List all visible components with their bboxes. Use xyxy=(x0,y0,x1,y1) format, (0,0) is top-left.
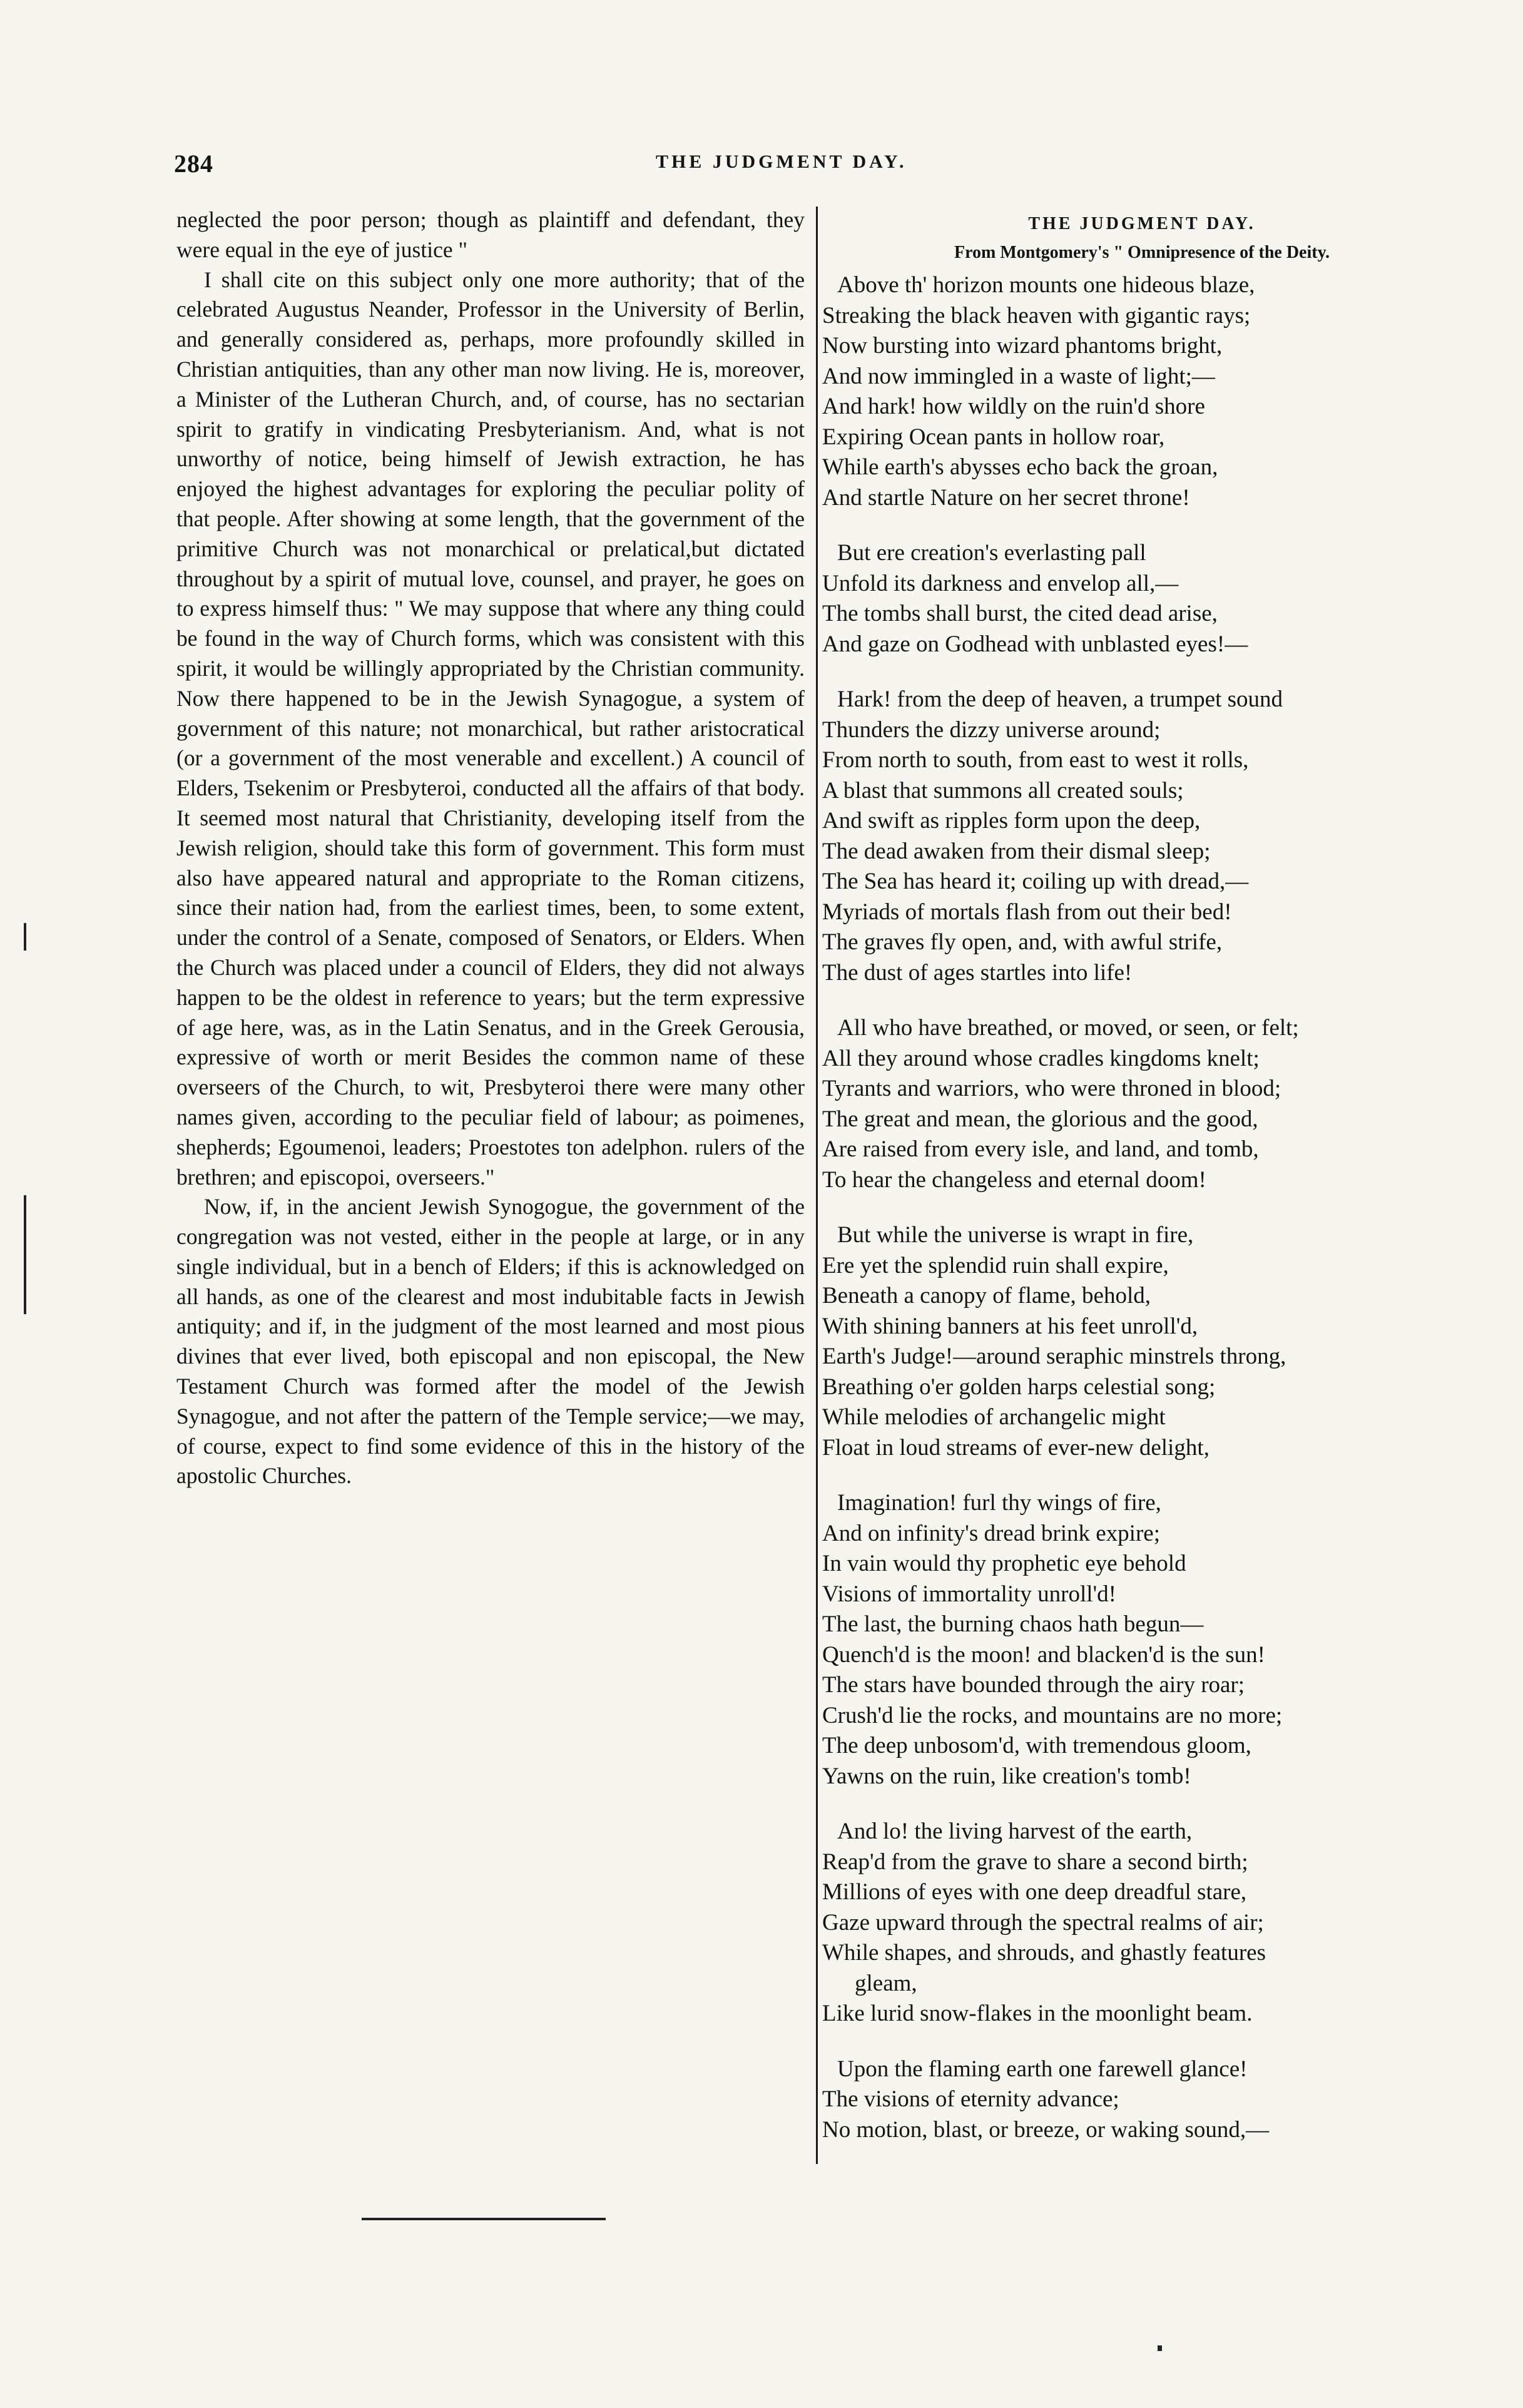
poem-line: Imagination! furl thy wings of fire, xyxy=(837,1490,1161,1516)
prose-column xyxy=(176,205,805,1491)
poem-line: The graves fly open, and, with awful strife, xyxy=(822,929,1223,955)
poem-line: Streaking the black heaven with gigantic rays; xyxy=(822,302,1251,329)
margin-mark xyxy=(24,923,26,951)
poem-line: Visions of immortality unroll'd! xyxy=(822,1581,1116,1607)
poem-line: Breathing o'er golden harps celestial song; xyxy=(822,1374,1216,1400)
poem-line: And now immingled in a waste of light;— xyxy=(822,363,1215,389)
running-head xyxy=(174,149,1425,186)
poem-line: But ere creation's everlasting pall xyxy=(837,540,1146,566)
running-title: THE JUDGMENT DAY. xyxy=(656,151,907,172)
column-divider xyxy=(816,207,818,2164)
poem-line: The last, the burning chaos hath begun— xyxy=(822,1611,1204,1637)
poem-line: No motion, blast, or breeze, or waking sound,— xyxy=(822,2116,1270,2143)
poem-line: Ere yet the splendid ruin shall expire, xyxy=(822,1252,1169,1278)
poem-stanza xyxy=(820,1488,1464,1792)
poem-line: The deep unbosom'd, with tremendous gloom, xyxy=(822,1733,1251,1758)
poem-line: The stars have bounded through the airy roar; xyxy=(822,1672,1245,1698)
poem-stanza xyxy=(820,270,1464,513)
poem-line: Quench'd is the moon! and blacken'd is the sun! xyxy=(822,1641,1265,1668)
poem-line: Unfold its darkness and envelop all,— xyxy=(822,570,1179,596)
poem-line: Earth's Judge!—around seraphic minstrels throng, xyxy=(822,1344,1286,1369)
poem-line: The dust of ages startles into life! xyxy=(822,959,1133,986)
poem-line: While shapes, and shrouds, and ghastly features xyxy=(822,1940,1266,1966)
poem-line: Above th' horizon mounts one hideous blaze, xyxy=(837,272,1255,298)
poem-line: Upon the flaming earth one farewell glance! xyxy=(837,2056,1248,2082)
paragraph-2: I shall cite on this subject only one more authority; that of the celebrated Augustus Neander, Professor in the University of Berlin, and generally considered as, perhaps, more profoundly skilled in Christian antiquities, than any other man now living. He is, moreover, a Minister of the Lutheran Church, and, of course, has no sectarian spirit to gratify in vindicating Presbyterianism. And, what is not unworthy of notice, being himself of Jewish extraction, he has enjoyed the highest advantages for exploring the peculiar polity of that people. After showing at some length, that the government of the primitive Church was not monarchical or prelatical,but dictated throughout by a spirit of mutual love, counsel, and prayer, he goes on to express himself thus: " We may suppose that where any thing could be found in the way of Church forms, which was consistent with this spirit, it would be willingly appropriated by the Christian community. Now there happened to be in the Jewish Synagogue, a system of government of this nature; not monarchical, but rather aristocratical (or a government of the most venerable and excellent.) A council of Elders, Tsekenim or Presbyteroi, conducted all the affairs of that body. It seemed most natural that Christianity, developing itself from the Jewish religion, should take this form of government. This form must also have appeared natural and appropriate to the Roman citizens, since their nation had, from the earliest times, been, to some extent, under the control of a Senate, composed of Senators, or Elders. When the Church was placed under a council of Elders, they did not always happen to be the oldest in reference to years; but the term expressive of age here, was, as in the Latin Senatus, and in the Greek Gerousia, expressive of worth or merit Besides the common name of these overseers of the Church, to wit, Presbyteroi there were many other names given, according to the peculiar field of labour; as poimenes, shepherds; Egoumenoi, leaders; Proestotes ton adelphon. rulers of the brethren; and episcopoi, overseers." xyxy=(176,267,805,1190)
poem-line: All they around whose cradles kingdoms knelt; xyxy=(822,1045,1260,1071)
poem-line: All who have breathed, or moved, or seen, or felt; xyxy=(837,1015,1299,1041)
poem-line: Tyrants and warriors, who were throned in blood; xyxy=(822,1076,1281,1101)
poem-line: In vain would thy prophetic eye behold xyxy=(822,1551,1186,1576)
poem-line: A blast that summons all created souls; xyxy=(822,777,1184,804)
paragraph-3: Now, if, in the ancient Jewish Synogogue, the government of the congregation was not vested, either in the people at large, or in any single individual, but in a bench of Elders; if this is acknowledged on all hands, as one of the clearest and most indubitable facts in Jewish antiquity; and if, in the judgment of the most learned and most pious divines that ever lived, both episcopal and non episcopal, the New Testament Church was formed after the model of the Jewish Synagogue, and not after the pattern of the Temple service;—we may, of course, expect to find some evidence of this in the history of the apostolic Churches. xyxy=(176,1194,805,1489)
poem-line: Gaze upward through the spectral realms of air; xyxy=(822,1909,1264,1936)
poem-line: The tombs shall burst, the cited dead arise, xyxy=(822,601,1218,626)
poem-line: While earth's abysses echo back the groan, xyxy=(822,454,1218,480)
poem-line: And startle Nature on her secret throne! xyxy=(822,484,1190,511)
poem-line: Are raised from every isle, and land, and tomb, xyxy=(822,1136,1259,1162)
poem-line: And gaze on Godhead with unblasted eyes!— xyxy=(822,631,1248,657)
poem-line: The Sea has heard it; coiling up with dread,— xyxy=(822,869,1249,894)
poem-stanza xyxy=(820,2054,1464,2146)
poem-line: Now bursting into wizard phantoms bright, xyxy=(822,333,1223,359)
poem-line: Myriads of mortals flash from out their bed! xyxy=(822,899,1232,925)
paragraph-1: neglected the poor person; though as plaintiff and defendant, they were equal in the eye of justice " xyxy=(176,207,805,262)
margin-mark xyxy=(24,1195,26,1314)
poem-stanza xyxy=(820,1220,1464,1463)
poem-stanza xyxy=(820,685,1464,988)
poem-stanza xyxy=(820,538,1464,660)
poem-line: gleam, xyxy=(855,1970,917,1996)
section-end-rule xyxy=(362,2218,606,2220)
poem-column xyxy=(820,207,1464,2170)
poem-line: To hear the changeless and eternal doom! xyxy=(822,1166,1206,1193)
poem-line: And hark! how wildly on the ruin'd shore xyxy=(822,394,1205,419)
poem-stanzas xyxy=(820,270,1464,2145)
poem-line: Like lurid snow-flakes in the moonlight beam. xyxy=(822,2001,1253,2026)
poem-stanza xyxy=(820,1817,1464,2029)
speck-mark xyxy=(1158,2345,1162,2351)
poem-line: With shining banners at his feet unroll'd, xyxy=(822,1313,1198,1339)
page-number: 284 xyxy=(174,150,213,178)
poem-line: And lo! the living harvest of the earth, xyxy=(837,1819,1193,1844)
poem-line: But while the universe is wrapt in fire, xyxy=(837,1222,1194,1248)
poem-line: The dead awaken from their dismal sleep; xyxy=(822,838,1211,864)
poem-line: Crush'd lie the rocks, and mountains are no more; xyxy=(822,1702,1283,1728)
poem-line: Thunders the dizzy universe around; xyxy=(822,717,1161,743)
poem-line: Reap'd from the grave to share a second birth; xyxy=(822,1849,1248,1875)
poem-line: Millions of eyes with one deep dreadful stare, xyxy=(822,1879,1247,1905)
poem-line: Expiring Ocean pants in hollow roar, xyxy=(822,424,1165,450)
poem-title: THE JUDGMENT DAY. xyxy=(1028,214,1256,233)
poem-source: From Montgomery's " Omnipresence of the Deity. xyxy=(954,243,1330,262)
poem-line: Float in loud streams of ever-new delight, xyxy=(822,1434,1210,1461)
poem-line: And swift as ripples form upon the deep, xyxy=(822,808,1201,834)
poem-line: Yawns on the ruin, like creation's tomb! xyxy=(822,1763,1191,1789)
poem-line: The visions of eternity advance; xyxy=(822,2086,1119,2112)
poem-line: And on infinity's dread brink expire; xyxy=(822,1520,1160,1546)
poem-line: While melodies of archangelic might xyxy=(822,1404,1166,1430)
poem-line: Hark! from the deep of heaven, a trumpet sound xyxy=(837,686,1283,712)
poem-stanza xyxy=(820,1013,1464,1195)
poem-line: Beneath a canopy of flame, behold, xyxy=(822,1283,1151,1309)
poem-line: The great and mean, the glorious and the good, xyxy=(822,1106,1258,1132)
poem-line: From north to south, from east to west it rolls, xyxy=(822,747,1249,773)
